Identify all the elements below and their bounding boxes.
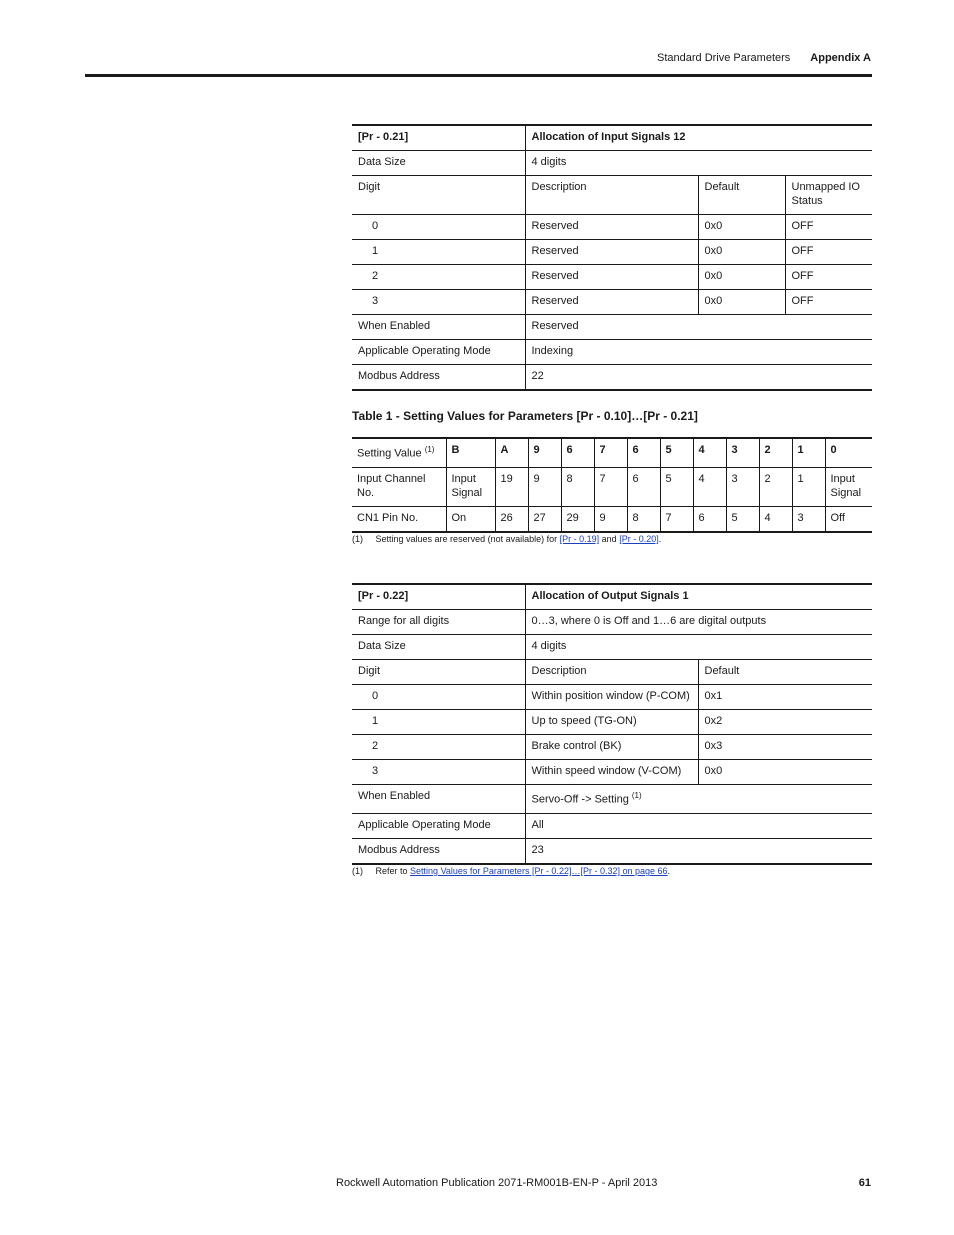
default-cell: 0x0 [698, 215, 785, 240]
row-value: Indexing [525, 340, 872, 365]
channel-cell: 7 [594, 467, 627, 506]
channel-cell: 2 [759, 467, 792, 506]
unmapped-cell: OFF [785, 290, 872, 315]
param-title: Allocation of Input Signals 12 [525, 125, 872, 151]
param-title: Allocation of Output Signals 1 [525, 584, 872, 610]
row-label: Applicable Operating Mode [352, 813, 525, 838]
channel-cell: 8 [561, 467, 594, 506]
description-cell: Reserved [525, 265, 698, 290]
column-header: Digit [352, 660, 525, 685]
table-row [352, 710, 872, 735]
table-row [352, 735, 872, 760]
pin-cell: 29 [561, 506, 594, 532]
column-header: Default [698, 176, 785, 215]
pin-cell: Off [825, 506, 872, 532]
link-setting-values-page-66[interactable]: Setting Values for Parameters [Pr - 0.22]…[Pr - 0.32] on page 66 [410, 866, 668, 876]
row-value: 4 digits [525, 635, 872, 660]
footnote-text: Setting values are reserved (not available) for [375, 534, 558, 544]
digit-cell: 1 [352, 710, 525, 735]
table-row [352, 290, 872, 315]
footnote-end: . [658, 534, 662, 544]
table-row [352, 265, 872, 290]
digit-cell: 3 [352, 760, 525, 785]
table-row [352, 340, 872, 365]
setting-value-cell: B [446, 438, 495, 467]
table-row [352, 506, 872, 532]
table-row [352, 813, 872, 838]
row-label: Modbus Address [352, 365, 525, 391]
pin-cell: 5 [726, 506, 759, 532]
pin-cell: 3 [792, 506, 825, 532]
pin-cell: 9 [594, 506, 627, 532]
unmapped-cell: OFF [785, 265, 872, 290]
default-cell: 0x2 [698, 710, 872, 735]
column-header: Unmapped IO Status [785, 176, 872, 215]
table-row [352, 240, 872, 265]
table-row [352, 151, 872, 176]
link-pr-0-19[interactable]: [Pr - 0.19] [559, 534, 600, 544]
setting-value-label: Setting Value [357, 447, 422, 460]
page-number: 61 [858, 1177, 871, 1189]
digit-cell: 1 [352, 240, 525, 265]
column-header: Description [525, 176, 698, 215]
footnote-1 [352, 534, 661, 544]
table-caption: Table 1 - Setting Values for Parameters [Pr - 0.10]…[Pr - 0.21] [352, 409, 698, 423]
digit-cell: 0 [352, 685, 525, 710]
row-value: 23 [525, 838, 872, 864]
setting-value-cell: 3 [726, 438, 759, 467]
channel-cell: 6 [627, 467, 660, 506]
pin-cell: 7 [660, 506, 693, 532]
description-cell: Reserved [525, 240, 698, 265]
default-cell: 0x3 [698, 735, 872, 760]
footnote-ref: (1) [424, 445, 435, 454]
digit-cell: 3 [352, 290, 525, 315]
row-value [525, 785, 872, 814]
table-row [352, 315, 872, 340]
row-value: All [525, 813, 872, 838]
channel-cell: 3 [726, 467, 759, 506]
pin-cell: 26 [495, 506, 528, 532]
pin-cell: 27 [528, 506, 561, 532]
setting-value-cell: 7 [594, 438, 627, 467]
description-cell: Within speed window (V-COM) [525, 760, 698, 785]
row-label: Input Channel No. [352, 467, 446, 506]
default-cell: 0x0 [698, 290, 785, 315]
description-cell: Up to speed (TG-ON) [525, 710, 698, 735]
table-row [352, 467, 872, 506]
setting-value-cell: 6 [561, 438, 594, 467]
pin-cell: 6 [693, 506, 726, 532]
footnote-and: and [601, 534, 617, 544]
channel-cell: 19 [495, 467, 528, 506]
description-cell: Reserved [525, 215, 698, 240]
setting-value-cell: 0 [825, 438, 872, 467]
table-row [352, 838, 872, 864]
footnote-number: (1) [352, 866, 363, 876]
row-label: Modbus Address [352, 838, 525, 864]
footnote-text: Refer to [375, 866, 408, 876]
setting-value-cell: 6 [627, 438, 660, 467]
column-header: Description [525, 660, 698, 685]
row-value: 4 digits [525, 151, 872, 176]
row-value: 0…3, where 0 is Off and 1…6 are digital outputs [525, 610, 872, 635]
table-header-row [352, 176, 872, 215]
param-id: [Pr - 0.22] [352, 584, 525, 610]
channel-cell: 9 [528, 467, 561, 506]
param-id: [Pr - 0.21] [352, 125, 525, 151]
setting-value-cell: 9 [528, 438, 561, 467]
pin-cell: On [446, 506, 495, 532]
row-label: Range for all digits [352, 610, 525, 635]
table-row [352, 685, 872, 710]
row-label: When Enabled [352, 315, 525, 340]
header-section: Standard Drive Parameters [657, 52, 791, 64]
channel-cell: Input Signal [825, 467, 872, 506]
description-cell: Brake control (BK) [525, 735, 698, 760]
param-table-pr-0-21 [352, 124, 872, 391]
table-row [352, 760, 872, 785]
when-enabled-value: Servo-Off -> Setting [531, 793, 629, 806]
digit-cell: 2 [352, 735, 525, 760]
link-pr-0-20[interactable]: [Pr - 0.20] [619, 534, 659, 544]
unmapped-cell: OFF [785, 240, 872, 265]
table-row [352, 215, 872, 240]
description-cell: Within position window (P-COM) [525, 685, 698, 710]
row-label: When Enabled [352, 785, 525, 814]
setting-values-table [352, 437, 872, 533]
table-row [352, 584, 872, 610]
description-cell: Reserved [525, 290, 698, 315]
setting-value-cell: 5 [660, 438, 693, 467]
footnote-end: . [667, 866, 671, 876]
header-appendix: Appendix A [810, 52, 871, 64]
setting-value-cell: 1 [792, 438, 825, 467]
unmapped-cell: OFF [785, 215, 872, 240]
row-label: Applicable Operating Mode [352, 340, 525, 365]
page-header [657, 52, 871, 64]
setting-value-cell: A [495, 438, 528, 467]
publication-footer: Rockwell Automation Publication 2071-RM001B-EN-P - April 2013 [336, 1177, 658, 1189]
row-label [352, 438, 446, 467]
default-cell: 0x1 [698, 685, 872, 710]
channel-cell: Input Signal [446, 467, 495, 506]
digit-cell: 0 [352, 215, 525, 240]
channel-cell: 4 [693, 467, 726, 506]
row-label: Data Size [352, 151, 525, 176]
pin-cell: 4 [759, 506, 792, 532]
header-rule [85, 74, 872, 77]
table-row [352, 635, 872, 660]
footnote-number: (1) [352, 534, 363, 544]
row-value: 22 [525, 365, 872, 391]
channel-cell: 5 [660, 467, 693, 506]
default-cell: 0x0 [698, 265, 785, 290]
table-row [352, 610, 872, 635]
row-label: Data Size [352, 635, 525, 660]
param-table-pr-0-22 [352, 583, 872, 865]
footnote-ref: (1) [631, 791, 642, 800]
default-cell: 0x0 [698, 240, 785, 265]
table-row [352, 125, 872, 151]
row-value: Reserved [525, 315, 872, 340]
table-row [352, 438, 872, 467]
setting-value-cell: 4 [693, 438, 726, 467]
digit-cell: 2 [352, 265, 525, 290]
footnote-2 [352, 866, 670, 876]
setting-value-cell: 2 [759, 438, 792, 467]
channel-cell: 1 [792, 467, 825, 506]
column-header: Digit [352, 176, 525, 215]
table-row [352, 365, 872, 391]
pin-cell: 8 [627, 506, 660, 532]
default-cell: 0x0 [698, 760, 872, 785]
row-label: CN1 Pin No. [352, 506, 446, 532]
table-row [352, 785, 872, 814]
column-header: Default [698, 660, 872, 685]
table-header-row [352, 660, 872, 685]
